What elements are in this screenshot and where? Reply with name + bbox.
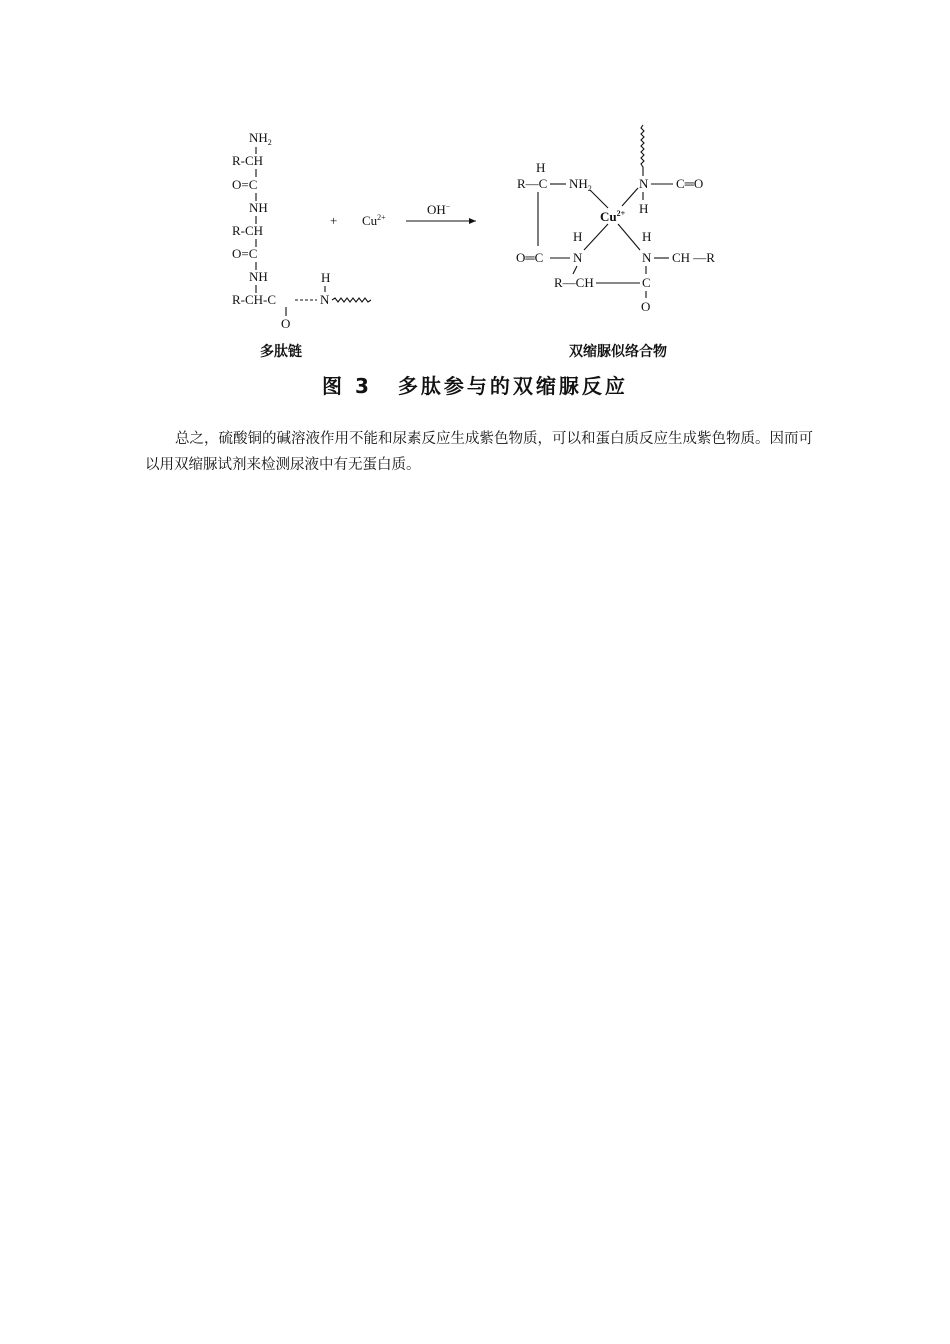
atom-nh2: $NH_2$ — [569, 176, 592, 193]
atom-ch-r: CH —R — [672, 250, 715, 265]
wavy-bond — [641, 125, 644, 176]
atom-r-ch: R-CH — [232, 153, 264, 168]
coordinate-bond — [584, 224, 608, 250]
atom-r-ch: R-CH — [232, 223, 264, 238]
coordinate-bond — [590, 190, 608, 208]
polypeptide-structure — [232, 130, 371, 331]
plus-sign: + — [330, 213, 338, 228]
figure-caption — [322, 370, 628, 399]
bond — [573, 266, 577, 274]
atom-o: O — [281, 316, 291, 331]
atom-o-c: O=C — [232, 246, 258, 261]
atom-nh: NH — [249, 269, 268, 284]
atom-o-c: O═C — [516, 250, 544, 265]
figure-title: 多肽参与的双缩脲反应 — [397, 374, 628, 398]
atom-c: C — [642, 275, 651, 290]
atom-nh: NH — [249, 200, 268, 215]
coordinate-bond — [618, 224, 640, 250]
reaction-figure — [220, 120, 740, 360]
atom-h: H — [639, 201, 649, 216]
atom-n: N — [320, 292, 330, 307]
copper-center: $Cu^{2+}$ — [600, 209, 626, 224]
atom-r-ch-c: R-CH-C — [232, 292, 277, 307]
atom-o: O — [641, 299, 651, 314]
coordinate-bond — [622, 188, 638, 206]
hydroxide-label: OH− — [427, 202, 451, 217]
atom-n: N — [639, 176, 649, 191]
arrowhead-icon — [469, 218, 476, 224]
atom-nh2: $NH_2$ — [249, 130, 272, 147]
figure-number: 图 3 — [322, 374, 372, 398]
atom-h: H — [536, 160, 546, 175]
atom-h: H — [573, 229, 583, 244]
atom-r-c: R—C — [517, 176, 548, 191]
atom-h: H — [321, 270, 331, 285]
atom-n: N — [642, 250, 652, 265]
wavy-bond — [332, 298, 371, 302]
atom-n: N — [573, 250, 583, 265]
label-biuret-complex: 双缩脲似络合物 — [569, 345, 667, 360]
label-polypeptide: 多肽链 — [260, 345, 302, 360]
biuret-complex-structure — [516, 125, 715, 314]
atom-c-o: C═O — [676, 176, 704, 191]
body-paragraph: 总之，硫酸铜的碱溶液作用不能和尿素反应生成紫色物质，可以和蛋白质反应生成紫色物质。因而可以用双缩脲试剂来检测尿液中有无蛋白质。 — [145, 431, 813, 473]
atom-r-ch: R—CH — [554, 275, 594, 290]
copper-ion: $Cu^{2+}$ — [362, 213, 386, 228]
atom-o-c: O=C — [232, 177, 258, 192]
atom-h: H — [642, 229, 652, 244]
